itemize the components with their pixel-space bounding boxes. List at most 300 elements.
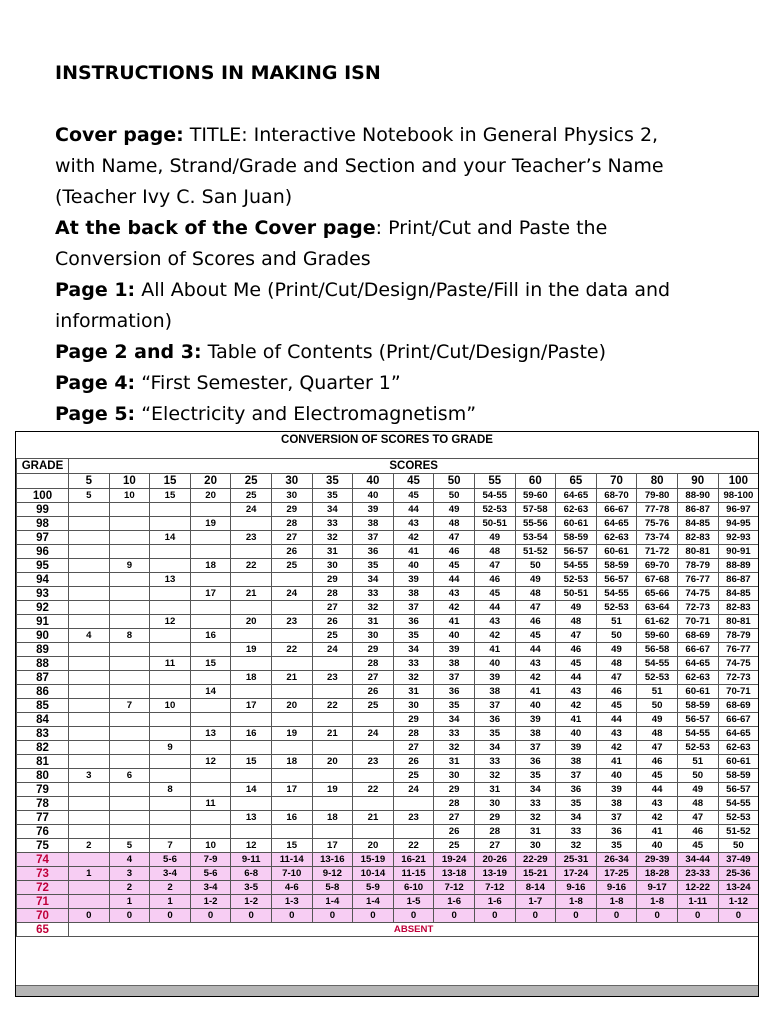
score-cell: 44 [596, 713, 637, 727]
grade-cell: 88 [17, 657, 69, 671]
table-row [17, 713, 759, 727]
score-cell [109, 727, 150, 741]
grade-cell: 93 [17, 587, 69, 601]
back-cover-text: : Print/Cut and Paste the [375, 217, 608, 239]
score-cell: 76-77 [677, 573, 718, 587]
table-row [17, 531, 759, 545]
score-cell: 52-53 [596, 601, 637, 615]
score-cell: 22 [271, 643, 312, 657]
table-row [17, 685, 759, 699]
score-cell: 49 [434, 503, 475, 517]
score-cell: 7-10 [271, 867, 312, 881]
score-cell: 0 [677, 909, 718, 923]
score-cell: 24 [271, 587, 312, 601]
score-cell: 29 [312, 573, 353, 587]
score-cell: 15 [190, 657, 231, 671]
score-cell: 42 [637, 811, 678, 825]
score-cell [150, 685, 191, 699]
score-cell [150, 517, 191, 531]
score-cell [109, 545, 150, 559]
score-cell [190, 671, 231, 685]
score-cell: 52-53 [556, 573, 597, 587]
score-cell: 36 [434, 685, 475, 699]
score-cell: 20-26 [474, 853, 515, 867]
grade-cell: 92 [17, 601, 69, 615]
cover-page-label: Cover page: [55, 124, 184, 146]
table-row [17, 825, 759, 839]
score-cell: 32 [393, 671, 434, 685]
score-cell: 72-73 [718, 671, 759, 685]
table-row [17, 881, 759, 895]
score-cell [393, 797, 434, 811]
page1-label: Page 1: [55, 279, 136, 301]
grade-cell: 76 [17, 825, 69, 839]
score-cell: 52-53 [637, 671, 678, 685]
table-row [17, 489, 759, 503]
grade-header-blank [17, 474, 69, 489]
score-cell: 71-72 [637, 545, 678, 559]
score-cell: 14 [231, 783, 272, 797]
score-cell: 61-62 [637, 615, 678, 629]
score-cell: 66-67 [677, 643, 718, 657]
score-cell: 40 [556, 727, 597, 741]
score-cell: 38 [515, 727, 556, 741]
score-cell: 0 [434, 909, 475, 923]
score-cell: 80-81 [718, 615, 759, 629]
score-cell: 10 [150, 699, 191, 713]
score-cell: 29 [393, 713, 434, 727]
table-header-row [17, 459, 759, 474]
score-cell: 18 [231, 671, 272, 685]
score-cell: 78-79 [718, 629, 759, 643]
score-cell: 27 [434, 811, 475, 825]
score-cell [109, 671, 150, 685]
score-cell: 40 [474, 657, 515, 671]
page5-text: “Electricity and Electromagnetism” [135, 403, 477, 425]
score-cell: 39 [393, 573, 434, 587]
score-cell [150, 769, 191, 783]
grade-cell: 96 [17, 545, 69, 559]
score-cell: 22 [231, 559, 272, 573]
score-column-header: 30 [271, 474, 312, 489]
table-row [17, 797, 759, 811]
score-cell [231, 797, 272, 811]
score-cell: 76-77 [718, 643, 759, 657]
score-cell: 0 [474, 909, 515, 923]
score-cell: 46 [677, 825, 718, 839]
score-cell: 52-53 [677, 741, 718, 755]
score-cell: 20 [353, 839, 394, 853]
absent-row [17, 923, 759, 937]
score-cell: 17-25 [596, 867, 637, 881]
table-row [17, 545, 759, 559]
score-cell: 43 [637, 797, 678, 811]
score-cell: 26 [393, 755, 434, 769]
score-cell: 80-81 [677, 545, 718, 559]
score-cell [109, 517, 150, 531]
score-cell: 31 [312, 545, 353, 559]
score-cell: 54-55 [677, 727, 718, 741]
score-cell: 47 [434, 531, 475, 545]
table-row [17, 657, 759, 671]
score-column-header: 40 [353, 474, 394, 489]
score-cell: 4 [109, 853, 150, 867]
score-cell: 43 [596, 727, 637, 741]
score-cell [190, 573, 231, 587]
score-cell [109, 601, 150, 615]
page23-text: Table of Contents (Print/Cut/Design/Paste) [201, 341, 607, 363]
score-cell: 29 [434, 783, 475, 797]
score-cell: 19 [190, 517, 231, 531]
score-cell: 0 [353, 909, 394, 923]
score-cell: 40 [596, 769, 637, 783]
score-column-header: 55 [474, 474, 515, 489]
score-cell [190, 699, 231, 713]
score-cell: 63-64 [637, 601, 678, 615]
score-cell [109, 657, 150, 671]
page5-label: Page 5: [55, 403, 136, 425]
score-cell: 46 [474, 573, 515, 587]
score-cell: 52-53 [718, 811, 759, 825]
score-cell: 15-21 [515, 867, 556, 881]
score-column-header: 15 [150, 474, 191, 489]
score-column-header: 5 [69, 474, 110, 489]
score-cell: 46 [434, 545, 475, 559]
score-cell: 1-2 [190, 895, 231, 909]
score-cell: 45 [637, 769, 678, 783]
score-cell: 33 [312, 517, 353, 531]
score-cell [69, 755, 110, 769]
score-cell: 44 [515, 643, 556, 657]
score-cell: 54-55 [718, 797, 759, 811]
table-row [17, 909, 759, 923]
grade-cell: 71 [17, 895, 69, 909]
score-cell: 37 [556, 769, 597, 783]
score-cell: 78-79 [677, 559, 718, 573]
score-cell [150, 643, 191, 657]
score-cell [150, 713, 191, 727]
score-cell [393, 825, 434, 839]
score-cell: 56-57 [556, 545, 597, 559]
score-cell: 29 [474, 811, 515, 825]
score-cell: 6 [109, 769, 150, 783]
table-row [17, 517, 759, 531]
score-cell: 44 [474, 601, 515, 615]
score-cell [109, 713, 150, 727]
score-cell: 66-67 [718, 713, 759, 727]
score-cell: 58-59 [677, 699, 718, 713]
score-cell: 38 [474, 685, 515, 699]
score-cell [150, 503, 191, 517]
score-cell: 27 [312, 601, 353, 615]
score-cell [190, 545, 231, 559]
score-column-header: 20 [190, 474, 231, 489]
grade-cell: 75 [17, 839, 69, 853]
score-cell: 48 [556, 615, 597, 629]
score-cell: 33 [556, 825, 597, 839]
score-cell: 92-93 [718, 531, 759, 545]
table-row [17, 629, 759, 643]
score-cell: 23 [271, 615, 312, 629]
score-cell [150, 727, 191, 741]
score-cell [69, 881, 110, 895]
cover-page-line-2: with Name, Strand/Grade and Section and your Teacher’s Name [55, 155, 664, 177]
score-cell: 18 [190, 559, 231, 573]
score-cell [69, 713, 110, 727]
score-cell: 10-14 [353, 867, 394, 881]
table-row [17, 587, 759, 601]
score-cell [271, 741, 312, 755]
score-cell [231, 825, 272, 839]
score-cell: 42 [596, 741, 637, 755]
grade-cell: 78 [17, 797, 69, 811]
table-row [17, 727, 759, 741]
score-columns-row [17, 474, 759, 489]
page4-label: Page 4: [55, 372, 136, 394]
score-cell [271, 657, 312, 671]
table-row [17, 741, 759, 755]
score-column-header: 65 [556, 474, 597, 489]
score-cell: 49 [677, 783, 718, 797]
score-cell: 30 [434, 769, 475, 783]
score-cell: 49 [474, 531, 515, 545]
score-cell: 18 [271, 755, 312, 769]
score-cell [150, 671, 191, 685]
score-cell: 27 [393, 741, 434, 755]
score-cell: 8-14 [515, 881, 556, 895]
score-cell: 3-5 [231, 881, 272, 895]
score-cell: 1-5 [393, 895, 434, 909]
score-cell: 40 [393, 559, 434, 573]
score-cell: 0 [393, 909, 434, 923]
score-cell: 56-57 [718, 783, 759, 797]
score-cell: 36 [474, 713, 515, 727]
score-cell: 74-75 [677, 587, 718, 601]
score-cell [231, 601, 272, 615]
score-cell: 57-58 [515, 503, 556, 517]
score-cell: 25 [434, 839, 475, 853]
grade-cell: 81 [17, 755, 69, 769]
score-cell: 68-69 [718, 699, 759, 713]
score-cell: 46 [637, 755, 678, 769]
score-cell: 35 [515, 769, 556, 783]
score-cell: 58-59 [556, 531, 597, 545]
score-cell [109, 587, 150, 601]
score-cell: 36 [556, 783, 597, 797]
score-cell [69, 671, 110, 685]
score-cell: 15-19 [353, 853, 394, 867]
score-cell: 50 [677, 769, 718, 783]
score-cell: 48 [637, 727, 678, 741]
score-cell [231, 545, 272, 559]
score-cell: 62-63 [677, 671, 718, 685]
score-cell: 49 [596, 643, 637, 657]
grade-cell: 70 [17, 909, 69, 923]
conversion-table-section [15, 431, 759, 997]
score-cell: 31 [393, 685, 434, 699]
score-cell: 47 [637, 741, 678, 755]
score-cell: 16 [231, 727, 272, 741]
score-cell [69, 503, 110, 517]
score-cell: 88-90 [677, 489, 718, 503]
score-cell [150, 797, 191, 811]
score-cell: 0 [231, 909, 272, 923]
score-cell: 50 [637, 699, 678, 713]
score-cell [190, 741, 231, 755]
score-cell: 65-66 [637, 587, 678, 601]
score-cell: 40 [515, 699, 556, 713]
score-cell: 38 [556, 755, 597, 769]
score-cell: 50 [515, 559, 556, 573]
score-cell: 10 [190, 839, 231, 853]
instructions-section [55, 58, 755, 430]
cover-page-text: TITLE: Interactive Notebook in General Physics 2, [183, 124, 659, 146]
score-cell [190, 769, 231, 783]
score-cell: 33 [434, 727, 475, 741]
table-row [17, 867, 759, 881]
table-bottom-bar [16, 985, 758, 996]
score-cell: 79-80 [637, 489, 678, 503]
score-cell [150, 545, 191, 559]
score-cell: 84-85 [718, 587, 759, 601]
score-cell: 37 [474, 699, 515, 713]
score-cell: 86-87 [718, 573, 759, 587]
score-column-header: 45 [393, 474, 434, 489]
score-cell: 56-57 [596, 573, 637, 587]
score-cell: 13-18 [434, 867, 475, 881]
score-column-header: 80 [637, 474, 678, 489]
score-cell: 1-8 [596, 895, 637, 909]
score-cell: 17 [231, 699, 272, 713]
score-cell: 64-65 [677, 657, 718, 671]
score-cell: 42 [556, 699, 597, 713]
score-cell: 58-59 [718, 769, 759, 783]
score-cell: 18-28 [637, 867, 678, 881]
score-cell [353, 769, 394, 783]
score-cell: 34-44 [677, 853, 718, 867]
score-cell [109, 783, 150, 797]
score-cell [69, 811, 110, 825]
score-cell: 69-70 [637, 559, 678, 573]
score-cell: 7 [109, 699, 150, 713]
score-cell: 0 [596, 909, 637, 923]
score-cell: 19 [312, 783, 353, 797]
score-cell: 39 [556, 741, 597, 755]
score-cell: 47 [556, 629, 597, 643]
table-row [17, 755, 759, 769]
score-cell: 9-12 [312, 867, 353, 881]
score-cell: 39 [474, 671, 515, 685]
score-cell: 38 [434, 657, 475, 671]
score-cell: 9 [150, 741, 191, 755]
score-cell: 54-55 [474, 489, 515, 503]
score-cell: 26-34 [596, 853, 637, 867]
score-cell: 20 [231, 615, 272, 629]
score-cell: 25-36 [718, 867, 759, 881]
score-cell: 50 [434, 489, 475, 503]
conversion-table-title: CONVERSION OF SCORES TO GRADE [281, 434, 493, 446]
score-cell [271, 685, 312, 699]
score-cell: 98-100 [718, 489, 759, 503]
score-column-header: 90 [677, 474, 718, 489]
score-cell [109, 685, 150, 699]
grade-cell: 74 [17, 853, 69, 867]
score-cell: 51 [596, 615, 637, 629]
grade-cell: 79 [17, 783, 69, 797]
score-cell [109, 811, 150, 825]
score-cell: 9-16 [556, 881, 597, 895]
score-cell: 24 [353, 727, 394, 741]
score-cell [353, 741, 394, 755]
score-cell: 21 [312, 727, 353, 741]
score-cell [190, 601, 231, 615]
grade-cell: 85 [17, 699, 69, 713]
score-column-header: 60 [515, 474, 556, 489]
score-cell: 5-9 [353, 881, 394, 895]
score-cell [353, 797, 394, 811]
score-cell: 13-16 [312, 853, 353, 867]
score-cell: 62-63 [596, 531, 637, 545]
score-cell: 30 [312, 559, 353, 573]
score-cell: 24 [312, 643, 353, 657]
score-cell: 35 [596, 839, 637, 853]
score-cell: 16-21 [393, 853, 434, 867]
score-cell: 39 [434, 643, 475, 657]
table-row [17, 895, 759, 909]
score-cell: 54-55 [556, 559, 597, 573]
score-cell: 49 [556, 601, 597, 615]
score-cell [231, 741, 272, 755]
score-cell [271, 713, 312, 727]
score-cell: 24 [393, 783, 434, 797]
table-row [17, 671, 759, 685]
page4-text: “First Semester, Quarter 1” [135, 372, 401, 394]
score-cell [271, 825, 312, 839]
score-cell: 37 [434, 671, 475, 685]
score-cell: 25 [312, 629, 353, 643]
score-cell: 22 [353, 783, 394, 797]
score-cell: 42 [393, 531, 434, 545]
score-cell: 50 [596, 629, 637, 643]
page23-line [55, 337, 755, 368]
score-cell: 16 [190, 629, 231, 643]
page4-line [55, 368, 755, 399]
score-cell: 41 [556, 713, 597, 727]
score-cell: 64-65 [556, 489, 597, 503]
score-cell: 23 [231, 531, 272, 545]
score-cell: 5 [69, 489, 110, 503]
score-cell: 96-97 [718, 503, 759, 517]
page1-line-1 [55, 275, 755, 306]
score-cell: 26 [353, 685, 394, 699]
score-cell: 67-68 [637, 573, 678, 587]
score-cell: 35 [353, 559, 394, 573]
score-column-header: 50 [434, 474, 475, 489]
score-cell: 0 [69, 909, 110, 923]
table-row [17, 615, 759, 629]
score-cell: 77-78 [637, 503, 678, 517]
score-cell: 41 [434, 615, 475, 629]
score-cell: 1-7 [515, 895, 556, 909]
score-cell: 3-4 [150, 867, 191, 881]
score-cell: 30 [393, 699, 434, 713]
score-cell: 75-76 [637, 517, 678, 531]
score-cell: 34 [312, 503, 353, 517]
score-cell: 48 [596, 657, 637, 671]
score-cell: 32 [515, 811, 556, 825]
score-cell: 45 [434, 559, 475, 573]
grade-cell: 72 [17, 881, 69, 895]
